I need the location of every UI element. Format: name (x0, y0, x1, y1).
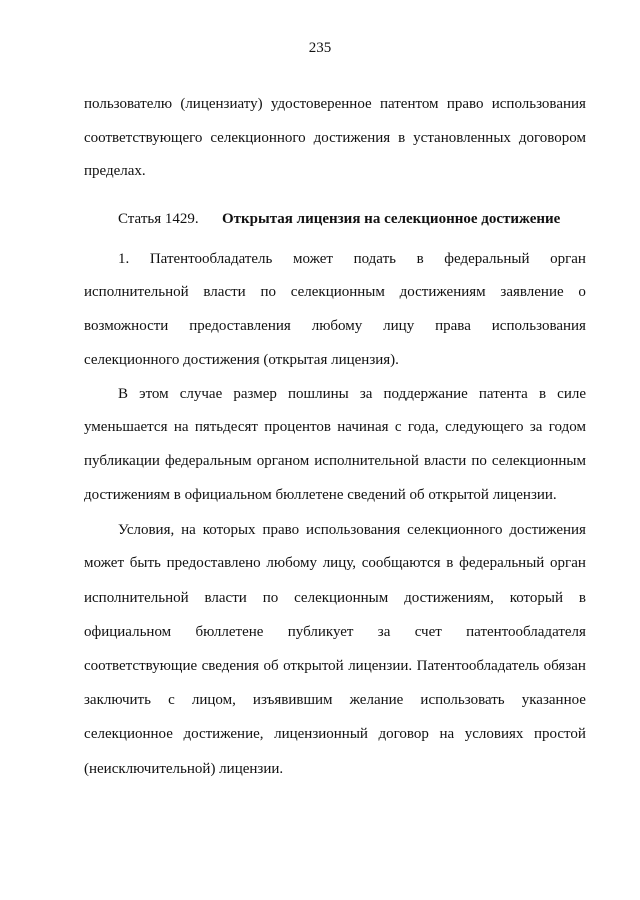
text-line: пределах. (84, 163, 146, 179)
text-line: (неисключительной) лицензии. (84, 761, 284, 777)
text-line: пользователю (лицензиату) удостоверенное патентом право использования (84, 96, 586, 112)
text-line: соответствующие сведения об открытой лицензии. Патентообладатель обязан (84, 658, 586, 674)
text-line: соответствующего селекционного достижения в установленных договором (84, 130, 586, 146)
text-line: исполнительной власти по селекционным достижениям заявление о (84, 284, 586, 300)
article-heading (118, 210, 586, 228)
text-line: уменьшается на пятьдесят процентов начиная с года, следующего за годом (84, 419, 586, 435)
text-line: достижениям в официальном бюллетене сведений об открытой лицензии. (84, 487, 557, 503)
text-line: Условия, на которых право использования селекционного достижения (118, 522, 586, 538)
page-number: 235 (308, 40, 332, 56)
text-line: возможности предоставления любому лицу права использования (84, 318, 586, 334)
article-title: Открытая лицензия на селекционное достижение (222, 211, 561, 227)
text-line: селекционного достижения (открытая лицензия). (84, 352, 399, 368)
text-line: исполнительной власти по селекционным достижениям, который в (84, 590, 586, 606)
text-line: публикации федеральным органом исполнительной власти по селекционным (84, 453, 586, 469)
text-line: 1. Патентообладатель может подать в федеральный орган (118, 251, 586, 267)
text-line: заключить с лицом, изъявившим желание использовать указанное (84, 692, 586, 708)
text-line: может быть предоставлено любому лицу, сообщаются в федеральный орган (84, 555, 586, 571)
article-number: Статья 1429. (118, 211, 199, 227)
text-line: официальном бюллетене публикует за счет патентообладателя (84, 624, 586, 640)
text-line: селекционное достижение, лицензионный договор на условиях простой (84, 726, 586, 742)
text-line: В этом случае размер пошлины за поддержание патента в силе (118, 386, 586, 402)
